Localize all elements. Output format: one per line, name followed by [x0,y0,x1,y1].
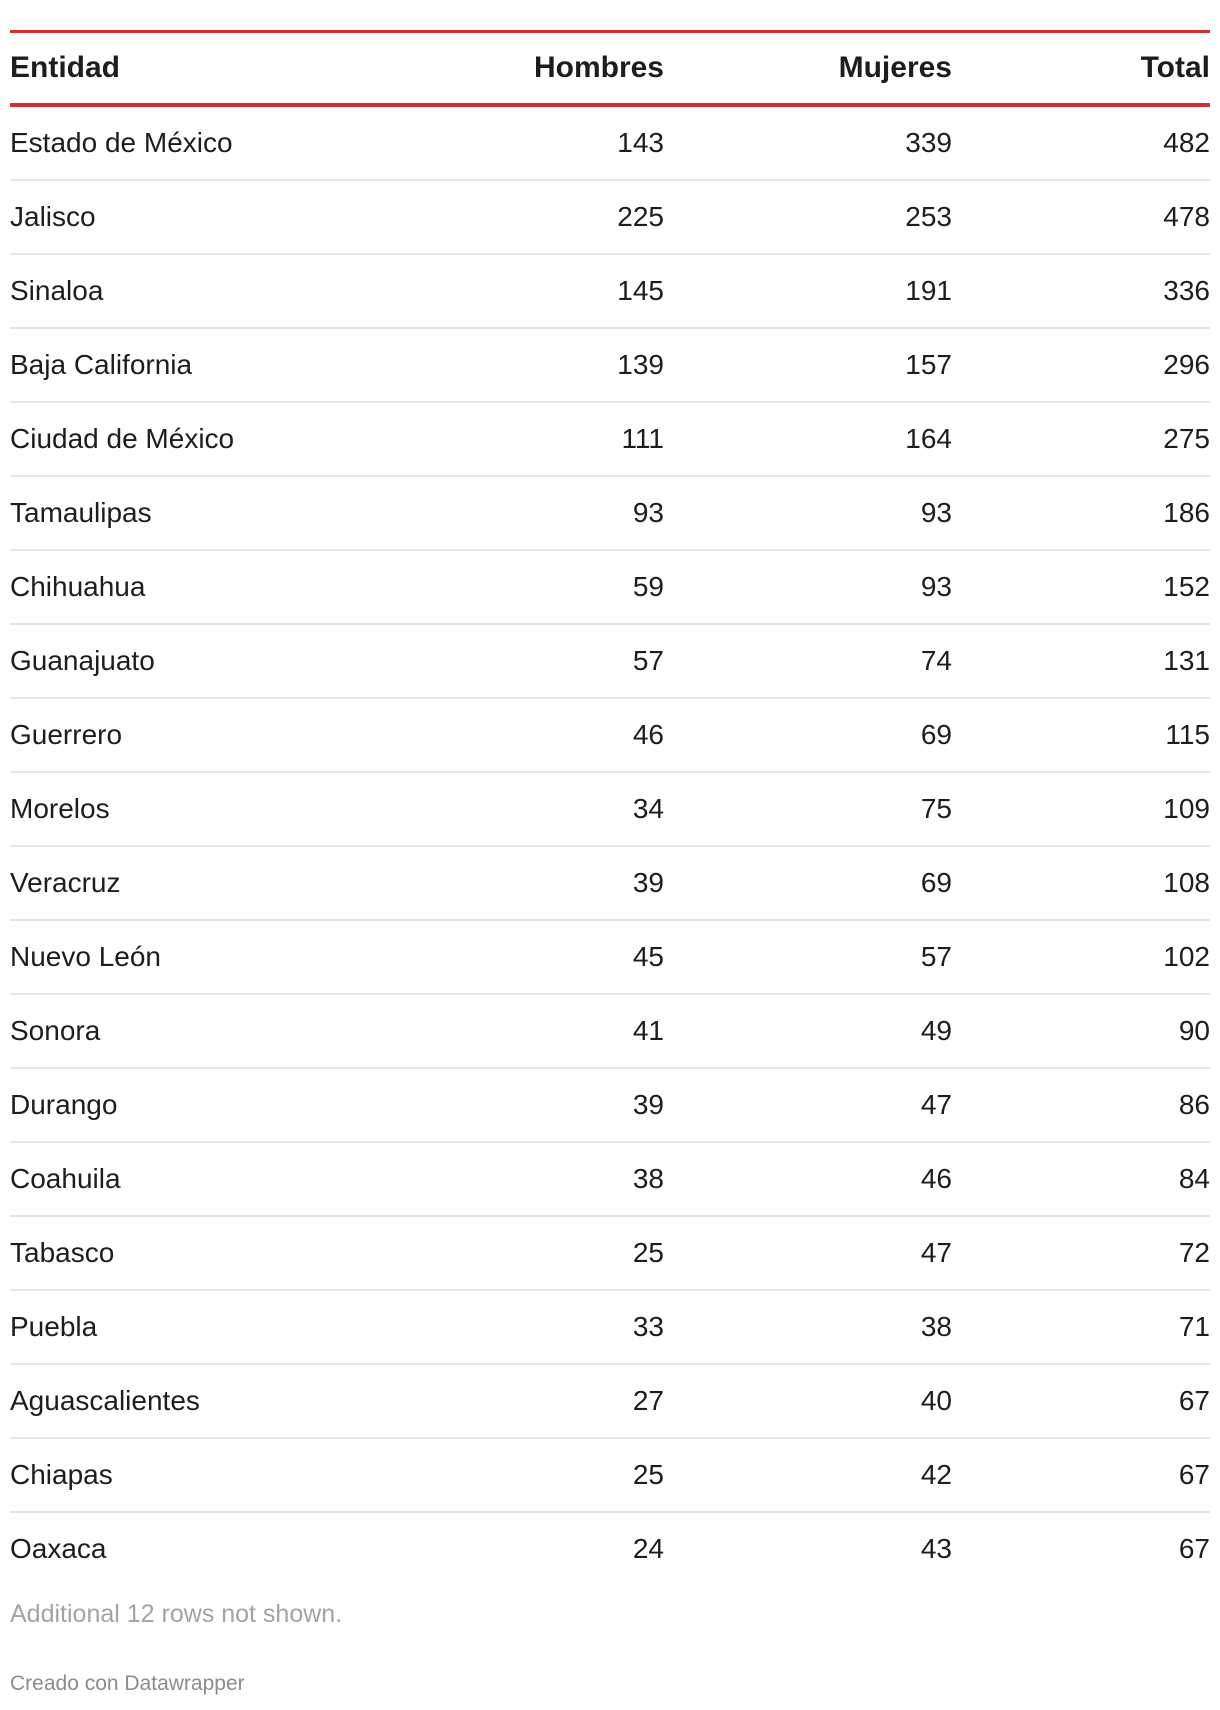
cell-hombres: 145 [617,275,664,306]
cell-entidad: Tabasco [10,1237,115,1268]
cell-hombres: 39 [632,867,664,898]
cell-hombres: 25 [632,1237,664,1268]
cell-hombres: 24 [632,1533,664,1564]
table-body [10,107,1210,1585]
cell-entidad: Durango [10,1089,118,1120]
cell-total: 152 [1163,571,1210,602]
table-row [10,551,1210,625]
column-header-total[interactable]: Total [1140,51,1210,84]
cell-mujeres: 69 [920,719,952,750]
cell-entidad: Chiapas [10,1459,113,1490]
cell-mujeres: 75 [920,793,952,824]
cell-hombres: 41 [632,1015,664,1046]
cell-total: 67 [1178,1459,1210,1490]
cell-total: 186 [1163,497,1210,528]
cell-entidad: Jalisco [10,201,96,232]
table-row [10,1439,1210,1513]
column-header-hombres[interactable]: Hombres [533,51,664,84]
table-row [10,477,1210,551]
cell-hombres: 93 [632,497,664,528]
table-row [10,329,1210,403]
cell-entidad: Tamaulipas [10,497,152,528]
cell-mujeres: 191 [905,275,952,306]
cell-total: 84 [1178,1163,1210,1194]
data-table [10,30,1210,1585]
cell-hombres: 143 [617,127,664,158]
table-note: Additional 12 rows not shown. [10,1600,343,1628]
cell-hombres: 25 [632,1459,664,1490]
table-row [10,255,1210,329]
table-row [10,1069,1210,1143]
cell-total: 90 [1178,1015,1210,1046]
cell-entidad: Guanajuato [10,645,155,676]
cell-hombres: 57 [632,645,664,676]
cell-mujeres: 57 [920,941,952,972]
cell-total: 131 [1163,645,1210,676]
cell-entidad: Sonora [10,1015,101,1046]
cell-total: 109 [1163,793,1210,824]
table-row [10,1217,1210,1291]
cell-hombres: 33 [632,1311,664,1342]
table-row [10,1365,1210,1439]
cell-mujeres: 93 [920,571,952,602]
cell-hombres: 139 [617,349,664,380]
cell-entidad: Baja California [10,349,193,380]
cell-hombres: 39 [632,1089,664,1120]
column-header-mujeres[interactable]: Mujeres [838,51,952,84]
cell-entidad: Morelos [10,793,110,824]
cell-entidad: Coahuila [10,1163,121,1194]
cell-mujeres: 69 [920,867,952,898]
cell-mujeres: 46 [920,1163,952,1194]
cell-entidad: Guerrero [10,719,123,750]
cell-entidad: Oaxaca [10,1533,107,1564]
cell-mujeres: 40 [920,1385,952,1416]
cell-mujeres: 74 [920,645,952,676]
cell-total: 71 [1178,1311,1210,1342]
cell-hombres: 34 [632,793,664,824]
cell-mujeres: 164 [905,423,952,454]
cell-entidad: Veracruz [10,867,121,898]
cell-total: 275 [1163,423,1210,454]
cell-entidad: Chihuahua [10,571,146,602]
cell-hombres: 111 [621,423,664,454]
cell-mujeres: 47 [920,1089,952,1120]
column-header-entidad[interactable]: Entidad [10,51,120,84]
cell-entidad: Estado de México [10,127,233,158]
cell-mujeres: 42 [920,1459,952,1490]
cell-total: 72 [1178,1237,1210,1268]
cell-mujeres: 253 [905,201,952,232]
cell-entidad: Puebla [10,1311,98,1342]
cell-hombres: 46 [632,719,664,750]
table-row [10,773,1210,847]
cell-mujeres: 38 [920,1311,952,1342]
cell-entidad: Aguascalientes [10,1385,200,1416]
cell-mujeres: 43 [920,1533,952,1564]
credit-link[interactable]: Creado con Datawrapper [10,1672,245,1695]
table-row [10,1291,1210,1365]
cell-mujeres: 47 [920,1237,952,1268]
table-row [10,107,1210,181]
cell-total: 67 [1178,1533,1210,1564]
table-row [10,1513,1210,1585]
cell-total: 102 [1163,941,1210,972]
cell-hombres: 27 [632,1385,664,1416]
cell-total: 336 [1163,275,1210,306]
cell-hombres: 45 [632,941,664,972]
cell-total: 478 [1163,201,1210,232]
cell-total: 86 [1178,1089,1210,1120]
cell-hombres: 59 [632,571,664,602]
cell-mujeres: 49 [920,1015,952,1046]
cell-hombres: 225 [617,201,664,232]
cell-total: 482 [1163,127,1210,158]
table-row [10,847,1210,921]
cell-total: 296 [1163,349,1210,380]
cell-entidad: Nuevo León [10,941,162,972]
cell-total: 67 [1178,1385,1210,1416]
cell-mujeres: 93 [920,497,952,528]
table-row [10,1143,1210,1217]
cell-total: 108 [1163,867,1210,898]
cell-entidad: Ciudad de México [10,423,235,454]
table-row [10,625,1210,699]
table-row [10,921,1210,995]
cell-mujeres: 339 [905,127,952,158]
cell-total: 115 [1165,719,1210,750]
cell-hombres: 38 [632,1163,664,1194]
cell-entidad: Sinaloa [10,275,104,306]
cell-mujeres: 157 [905,349,952,380]
table-header-row [10,33,1210,107]
table-row [10,699,1210,773]
table-row [10,403,1210,477]
table-row [10,995,1210,1069]
table-row [10,181,1210,255]
